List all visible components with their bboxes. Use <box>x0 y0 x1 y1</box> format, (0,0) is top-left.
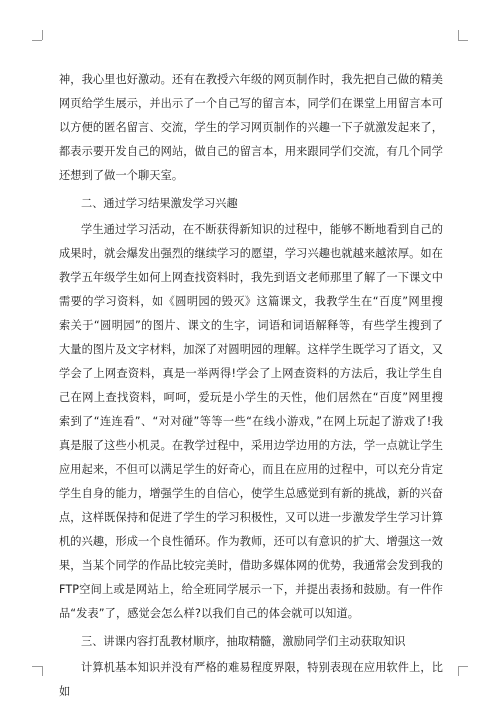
paragraph-body: 计算机基本知识并没有严格的难易程度界限，特别表现在应用软件上，比如 <box>59 661 443 698</box>
paragraph-body: 学生通过学习活动，在不断获得新知识的过程中，能够不断地看到自己的成果时，就会爆发出强烈的继续学习的愿望，学习兴趣也就越来越浓厚。如在教学五年级学生如何上网查找资料时，我先到语文老师那里了解了一下课文中需要的学习资料，如《圆明园的毁灭》这篇课文，我教学生在“百度”网里搜索关于“圆明园”的图片、课文的生字，词语和词语解释等，有些学生搜到了大量的图片及文字材料，加深了对圆明园的理解。这样学生既学习了语文，又学会了上网查资料，真是一举两得!学会了上网查资料的方法后，我让学生自己在网上查找资料，呵呵，爱玩是小学生的天性，他们居然在“百度”网里搜索到了“连连看”、“对对碰”等等一些“在线小游戏，”在网上玩起了游戏了!我真是服了这些小机灵。在教学过程中，采用边学边用的方法，学一点就让学生应用起来，不但可以满足学生的好奇心，而且在应用的过程中，可以充分肯定学生自身的能力，增强学生的自信心，使学生总感觉到有新的挑战，新的兴奋点，这样既保持和促进了学生的学习积极性，又可以进一步激发学生学习计算机的兴趣，形成一个良性循环。作为教师，还可以有意识的扩大、增强这一效果，当某个同学的作品比较完美时，借助多媒体网的优势，我通常会发到我的FTP空间上或是网站上，给全班同学展示一下，并提出表扬和鼓励。有一件作品“发表”了，感觉会怎么样?以我们自己的体会就可以知道。 <box>59 223 443 620</box>
section-heading-3: 三、讲课内容打乱教材顺序，抽取精髓，激励同学们主动获取知识 <box>81 635 406 648</box>
crop-mark-top-left-v <box>42 30 43 40</box>
crop-mark-bottom-left-v <box>42 666 43 676</box>
section-heading-2: 二、通过学习结果激发学习兴趣 <box>81 197 238 210</box>
crop-mark-top-right-v <box>458 30 459 40</box>
crop-mark-bottom-right-h <box>458 666 468 667</box>
crop-mark-bottom-right-v <box>458 666 459 676</box>
crop-mark-bottom-left-h <box>32 666 42 667</box>
crop-mark-top-right-h <box>458 40 468 41</box>
document-body <box>59 68 443 704</box>
paragraph-continuation: 神，我心里也好激动。还有在教授六年级的网页制作时，我先把自己做的精美网页给学生展示，并出示了一个自己写的留言本，同学们在课堂上用留言本可以方便的匿名留言、交流，学生的学习网页制作的兴趣一下子就激发起来了，都表示要开发自己的网站，做自己的留言本，用来跟同学们交流，有几个同学还想到了做一个聊天室。 <box>59 73 443 182</box>
crop-mark-top-left-h <box>32 40 42 41</box>
